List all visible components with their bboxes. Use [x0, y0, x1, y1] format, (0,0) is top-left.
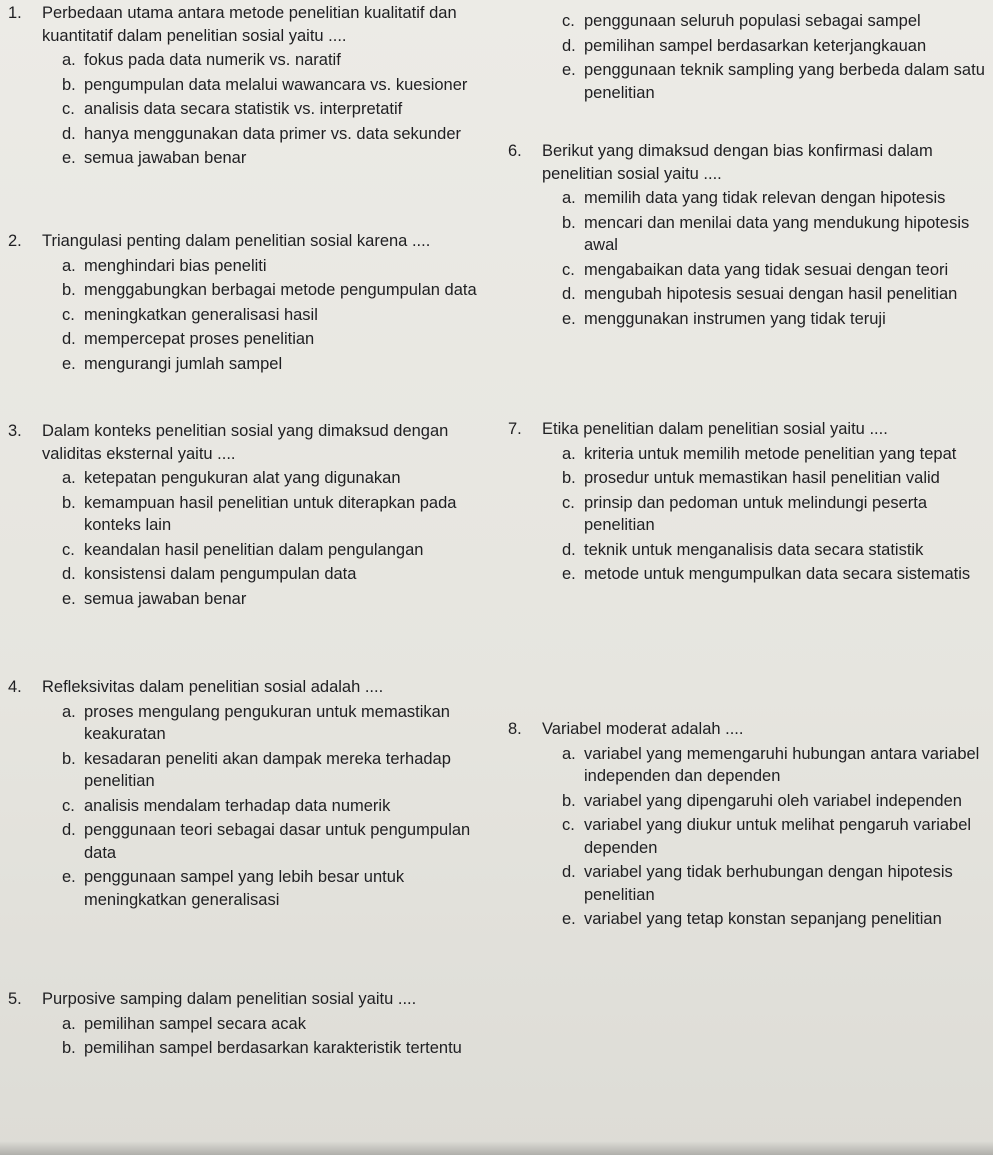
- option-text: mempercepat proses penelitian: [84, 330, 315, 348]
- answer-option[interactable]: [62, 123, 490, 146]
- answer-option[interactable]: [562, 308, 990, 331]
- option-text: variabel yang diukur untuk melihat pengaruh variabel dependen: [584, 816, 972, 857]
- option-letter: b.: [62, 75, 76, 94]
- answer-option[interactable]: [562, 59, 990, 104]
- answer-option[interactable]: [62, 353, 490, 376]
- answer-option[interactable]: [562, 539, 990, 562]
- answer-option[interactable]: [62, 279, 490, 302]
- option-text: proses mengulang pengukuran untuk memastikan keakuratan: [84, 702, 450, 743]
- option-letter: a.: [62, 702, 76, 721]
- option-letter: c.: [62, 100, 75, 118]
- question-q1-cont: [500, 8, 990, 104]
- answer-option[interactable]: [62, 255, 490, 278]
- answer-option[interactable]: [62, 328, 490, 351]
- option-text: mengurangi jumlah sampel: [84, 354, 283, 373]
- option-letter: b.: [562, 213, 576, 232]
- option-letter: e.: [62, 589, 76, 608]
- option-text: analisis data secara statistik vs. interpretatif: [84, 100, 403, 118]
- answer-option[interactable]: [62, 74, 490, 97]
- answer-option[interactable]: [62, 795, 490, 818]
- answer-option[interactable]: [562, 492, 990, 537]
- answer-option[interactable]: [562, 861, 990, 906]
- option-text: prinsip dan pedoman untuk melindungi peserta penelitian: [584, 493, 928, 534]
- question-q2: [0, 230, 490, 375]
- question-text: Refleksivitas dalam penelitian sosial adalah ....: [42, 678, 384, 696]
- answer-option[interactable]: [62, 1037, 490, 1060]
- option-text: teknik untuk menganalisis data secara statistik: [584, 540, 924, 559]
- option-letter: b.: [562, 469, 576, 487]
- answer-option[interactable]: [562, 283, 990, 306]
- option-letter: e.: [62, 149, 76, 167]
- answer-option[interactable]: [62, 147, 490, 170]
- question-stem: [0, 420, 490, 465]
- answer-option[interactable]: [62, 588, 490, 611]
- question-number: 5.: [8, 990, 22, 1008]
- option-text: prosedur untuk memastikan hasil penelitian valid: [584, 469, 940, 487]
- question-text: Berikut yang dimaksud dengan bias konfirmasi dalam penelitian sosial yaitu ....: [542, 142, 933, 183]
- option-letter: c.: [62, 305, 75, 324]
- option-letter: d.: [562, 285, 576, 303]
- answer-option[interactable]: [62, 1013, 490, 1036]
- option-text: mengabaikan data yang tidak sesuai dengan teori: [584, 260, 949, 279]
- option-text: analisis mendalam terhadap data numerik: [84, 796, 391, 815]
- question-number: 3.: [8, 422, 22, 440]
- question-stem: [0, 676, 490, 699]
- option-letter: b.: [62, 281, 76, 299]
- answer-option[interactable]: [62, 467, 490, 490]
- question-text: Etika penelitian dalam penelitian sosial yaitu ....: [542, 420, 888, 438]
- answer-option[interactable]: [62, 819, 490, 864]
- page-edge-shadow: [0, 1141, 993, 1155]
- option-letter: a.: [62, 1014, 76, 1033]
- option-text: pemilihan sampel secara acak: [84, 1014, 306, 1033]
- option-letter: d.: [562, 540, 576, 559]
- question-text: Purposive samping dalam penelitian sosial yaitu ....: [42, 990, 417, 1008]
- question-text: Variabel moderat adalah ....: [542, 720, 744, 738]
- question-stem: [0, 230, 490, 253]
- option-text: semua jawaban benar: [84, 589, 247, 608]
- answer-option[interactable]: [562, 790, 990, 813]
- question-q1: [0, 2, 490, 170]
- option-letter: c.: [562, 260, 575, 279]
- answer-option[interactable]: [62, 563, 490, 586]
- option-letter: d.: [62, 330, 76, 348]
- option-text: variabel yang tidak berhubungan dengan hipotesis penelitian: [584, 863, 953, 904]
- answer-option[interactable]: [62, 98, 490, 121]
- answer-option[interactable]: [562, 212, 990, 257]
- question-text: Perbedaan utama antara metode penelitian kualitatif dan kuantitatif dalam penelitian sosial yaitu ....: [42, 4, 457, 45]
- option-text: kriteria untuk memilih metode penelitian yang tepat: [584, 444, 957, 463]
- option-letter: c.: [62, 540, 75, 559]
- option-text: penggunaan seluruh populasi sebagai sampel: [584, 12, 921, 30]
- option-letter: c.: [562, 12, 575, 30]
- answer-option[interactable]: [562, 259, 990, 282]
- option-letter: a.: [562, 189, 576, 207]
- option-text: keandalan hasil penelitian dalam pengulangan: [84, 540, 424, 559]
- option-text: menggabungkan berbagai metode pengumpulan data: [84, 281, 477, 299]
- option-text: variabel yang dipengaruhi oleh variabel independen: [584, 791, 962, 810]
- option-text: konsistensi dalam pengumpulan data: [84, 565, 357, 583]
- option-text: ketepatan pengukuran alat yang digunakan: [84, 469, 401, 487]
- answer-option[interactable]: [562, 35, 990, 58]
- option-letter: d.: [62, 124, 76, 143]
- option-letter: a.: [62, 469, 76, 487]
- option-text: memilih data yang tidak relevan dengan hipotesis: [584, 189, 946, 207]
- answer-option[interactable]: [62, 304, 490, 327]
- question-q6: [500, 140, 990, 330]
- option-letter: e.: [562, 309, 576, 328]
- option-text: meningkatkan generalisasi hasil: [84, 305, 318, 324]
- option-letter: c.: [62, 796, 75, 815]
- option-text: menghindari bias peneliti: [84, 256, 267, 275]
- option-text: penggunaan teori sebagai dasar untuk pengumpulan data: [84, 821, 471, 862]
- question-q7: [500, 418, 990, 586]
- option-letter: c.: [562, 493, 575, 512]
- option-text: pengumpulan data melalui wawancara vs. kuesioner: [84, 75, 468, 94]
- question-text: Dalam konteks penelitian sosial yang dimaksud dengan validitas eksternal yaitu ....: [42, 422, 449, 463]
- option-text: penggunaan teknik sampling yang berbeda dalam satu penelitian: [584, 61, 985, 102]
- option-text: semua jawaban benar: [84, 149, 247, 167]
- option-text: hanya menggunakan data primer vs. data sekunder: [84, 124, 461, 143]
- answer-option[interactable]: [562, 443, 990, 466]
- answer-option[interactable]: [562, 908, 990, 931]
- question-stem: [500, 418, 990, 441]
- answer-option[interactable]: [62, 748, 490, 793]
- question-number: 1.: [8, 4, 22, 22]
- answer-option[interactable]: [62, 539, 490, 562]
- option-text: pemilihan sampel berdasarkan karakteristik tertentu: [84, 1039, 462, 1057]
- question-number: 8.: [508, 720, 522, 738]
- option-letter: a.: [62, 256, 76, 275]
- option-text: variabel yang memengaruhi hubungan antara variabel independen dan dependen: [584, 744, 980, 785]
- answer-option[interactable]: [62, 701, 490, 746]
- option-letter: b.: [62, 493, 76, 512]
- answer-option[interactable]: [562, 10, 990, 33]
- option-letter: c.: [562, 816, 575, 834]
- question-stem: [500, 718, 990, 741]
- answer-option[interactable]: [562, 814, 990, 859]
- option-text: mencari dan menilai data yang mendukung hipotesis awal: [584, 213, 970, 254]
- option-text: fokus pada data numerik vs. naratif: [84, 51, 341, 69]
- option-letter: e.: [562, 565, 576, 583]
- option-letter: d.: [62, 565, 76, 583]
- question-number: 4.: [8, 678, 22, 696]
- question-number: 6.: [508, 142, 522, 160]
- option-text: mengubah hipotesis sesuai dengan hasil penelitian: [584, 285, 958, 303]
- option-letter: b.: [62, 749, 76, 768]
- option-text: metode untuk mengumpulkan data secara sistematis: [584, 565, 971, 583]
- question-stem: [0, 988, 490, 1011]
- option-letter: d.: [562, 863, 576, 881]
- option-letter: e.: [562, 910, 576, 928]
- option-text: kesadaran peneliti akan dampak mereka terhadap penelitian: [84, 749, 451, 790]
- option-letter: b.: [62, 1039, 76, 1057]
- question-q4: [0, 676, 490, 911]
- answer-option[interactable]: [62, 866, 490, 911]
- option-text: penggunaan sampel yang lebih besar untuk meningkatkan generalisasi: [84, 868, 405, 909]
- option-letter: d.: [62, 821, 76, 839]
- question-q5: [0, 988, 490, 1060]
- option-letter: a.: [562, 744, 576, 763]
- question-q3: [0, 420, 490, 610]
- question-number: 7.: [508, 420, 522, 438]
- question-stem: [0, 2, 490, 47]
- option-text: variabel yang tetap konstan sepanjang penelitian: [584, 910, 942, 928]
- question-number: 2.: [8, 232, 22, 250]
- answer-option[interactable]: [562, 563, 990, 586]
- answer-option[interactable]: [62, 49, 490, 72]
- option-text: menggunakan instrumen yang tidak teruji: [584, 309, 886, 328]
- option-letter: b.: [562, 791, 576, 810]
- option-letter: e.: [62, 868, 76, 886]
- option-letter: e.: [62, 354, 76, 373]
- question-q8: [500, 718, 990, 931]
- answer-option[interactable]: [62, 492, 490, 537]
- answer-option[interactable]: [562, 743, 990, 788]
- option-text: kemampuan hasil penelitian untuk diterapkan pada konteks lain: [84, 493, 457, 534]
- answer-option[interactable]: [562, 187, 990, 210]
- option-text: pemilihan sampel berdasarkan keterjangkauan: [584, 36, 927, 55]
- question-stem: [500, 140, 990, 185]
- option-letter: d.: [562, 36, 576, 55]
- option-letter: e.: [562, 61, 576, 79]
- answer-option[interactable]: [562, 467, 990, 490]
- question-text: Triangulasi penting dalam penelitian sosial karena ....: [42, 232, 431, 250]
- option-letter: a.: [62, 51, 76, 69]
- option-letter: a.: [562, 444, 576, 463]
